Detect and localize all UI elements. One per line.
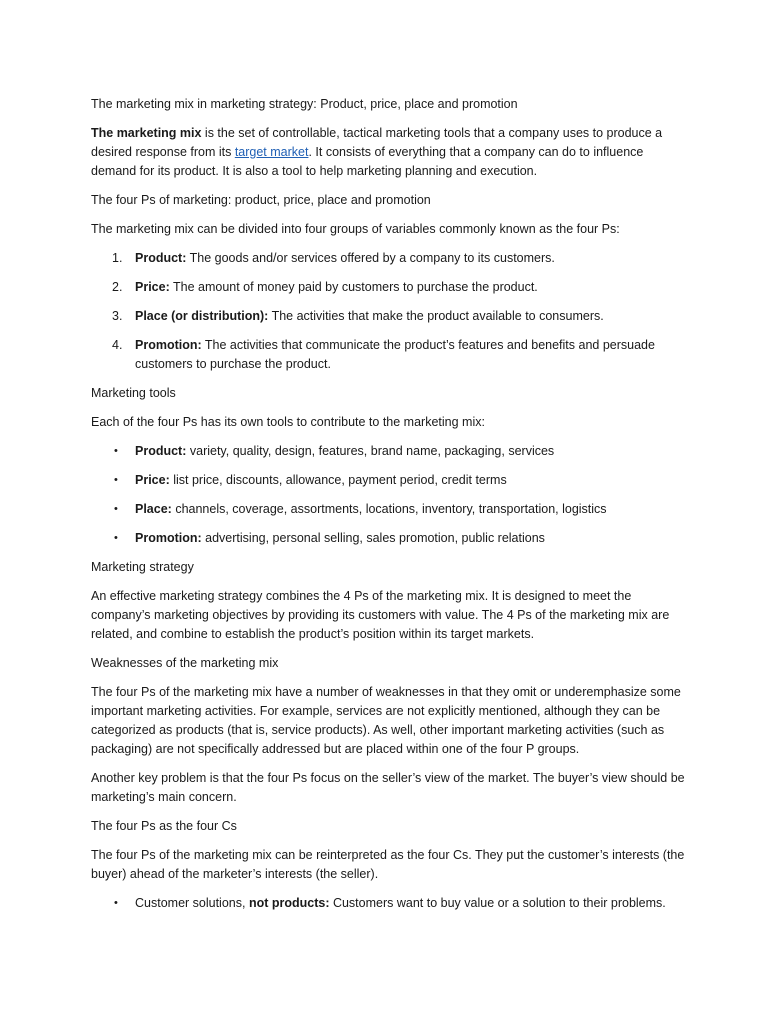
item-label: Promotion: — [135, 338, 202, 352]
four-ps-heading: The four Ps of marketing: product, price, place and promotion — [91, 193, 431, 207]
problem-paragraph: Another key problem is that the four Ps focus on the seller’s view of the market. The buyer’s view should be marketing’s main concern. — [91, 771, 685, 804]
intro-text-after-link: . It consists of everything that a company can do to influence demand for its product. It is also a tool to help marketing planning and execution. — [91, 145, 644, 178]
four-cs-list — [91, 894, 691, 913]
item-label: Promotion: — [135, 531, 202, 545]
four-ps-item-product — [91, 249, 691, 268]
four-cs-heading: The four Ps as the four Cs — [91, 819, 237, 833]
item-label: Place (or distribution): — [135, 309, 269, 323]
item-label: Product: — [135, 251, 187, 265]
four-ps-intro: The marketing mix can be divided into four groups of variables commonly known as the four Ps: — [91, 222, 620, 236]
target-market-link[interactable]: target market — [234, 145, 309, 159]
four-ps-item-promotion — [91, 336, 691, 374]
weaknesses-heading: Weaknesses of the marketing mix — [91, 656, 279, 670]
document-title: The marketing mix in marketing strategy: Product, price, place and promotion — [91, 97, 518, 111]
tools-item-price — [91, 471, 691, 490]
item-label: Product: — [135, 444, 187, 458]
weaknesses-paragraph: The four Ps of the marketing mix have a number of weaknesses in that they omit or underemphasize some important marketing activities. For example, services are not explicitly mentioned, although they can be categorized as products (that is, service products). As well, other important marketing activities (such as packaging) are not specifically addressed but are placed within one of the four P groups. — [91, 685, 681, 756]
intro-paragraph — [91, 124, 691, 181]
list-number: 1. — [112, 251, 123, 265]
item-text: channels, coverage, assortments, locations, inventory, transportation, logistics — [171, 502, 607, 516]
tools-list — [91, 442, 691, 548]
tools-heading: Marketing tools — [91, 386, 176, 400]
item-text: variety, quality, design, features, brand name, packaging, services — [186, 444, 555, 458]
item-label: Price: — [135, 473, 170, 487]
item-lead: Customer solutions, — [135, 896, 249, 910]
list-number: 4. — [112, 338, 123, 352]
item-text: list price, discounts, allowance, payment period, credit terms — [169, 473, 507, 487]
tools-item-place — [91, 500, 691, 519]
bullet-icon: • — [114, 532, 118, 544]
item-label: Place: — [135, 502, 172, 516]
four-ps-item-price — [91, 278, 691, 297]
item-text: The goods and/or services offered by a company to its customers. — [186, 251, 555, 265]
bullet-icon: • — [114, 503, 118, 515]
tools-item-product — [91, 442, 691, 461]
item-text: The activities that communicate the product’s features and benefits and persuade customers to purchase the product. — [135, 338, 655, 371]
intro-term: The marketing mix — [91, 126, 202, 140]
intro-text-before-link: is the set of controllable, tactical marketing tools that a company uses to produce a desired response from its — [91, 126, 663, 159]
bullet-icon: • — [114, 445, 118, 457]
item-text: The activities that make the product available to consumers. — [268, 309, 604, 323]
list-number: 2. — [112, 280, 123, 294]
item-label: Price: — [135, 280, 170, 294]
four-ps-item-place — [91, 307, 691, 326]
list-number: 3. — [112, 309, 123, 323]
four-cs-item-customer-solutions — [91, 894, 691, 913]
item-text: Customers want to buy value or a solution to their problems. — [329, 896, 666, 910]
bullet-icon: • — [114, 897, 118, 909]
item-label: not products: — [248, 896, 330, 910]
bullet-icon: • — [114, 474, 118, 486]
tools-intro: Each of the four Ps has its own tools to contribute to the marketing mix: — [91, 415, 485, 429]
item-text: advertising, personal selling, sales promotion, public relations — [201, 531, 545, 545]
strategy-heading: Marketing strategy — [91, 560, 194, 574]
tools-item-promotion — [91, 529, 691, 548]
four-cs-intro: The four Ps of the marketing mix can be reinterpreted as the four Cs. They put the customer’s interests (the buyer) ahead of the marketer’s interests (the seller). — [91, 848, 685, 881]
item-text: The amount of money paid by customers to purchase the product. — [169, 280, 538, 294]
strategy-paragraph: An effective marketing strategy combines the 4 Ps of the marketing mix. It is designed to meet the company’s marketing objectives by providing its customers with value. The 4 Ps of the marketing mix are related, and combine to establish the product’s position within its target markets. — [91, 589, 670, 641]
four-ps-list — [91, 249, 691, 374]
document-page — [91, 95, 691, 923]
